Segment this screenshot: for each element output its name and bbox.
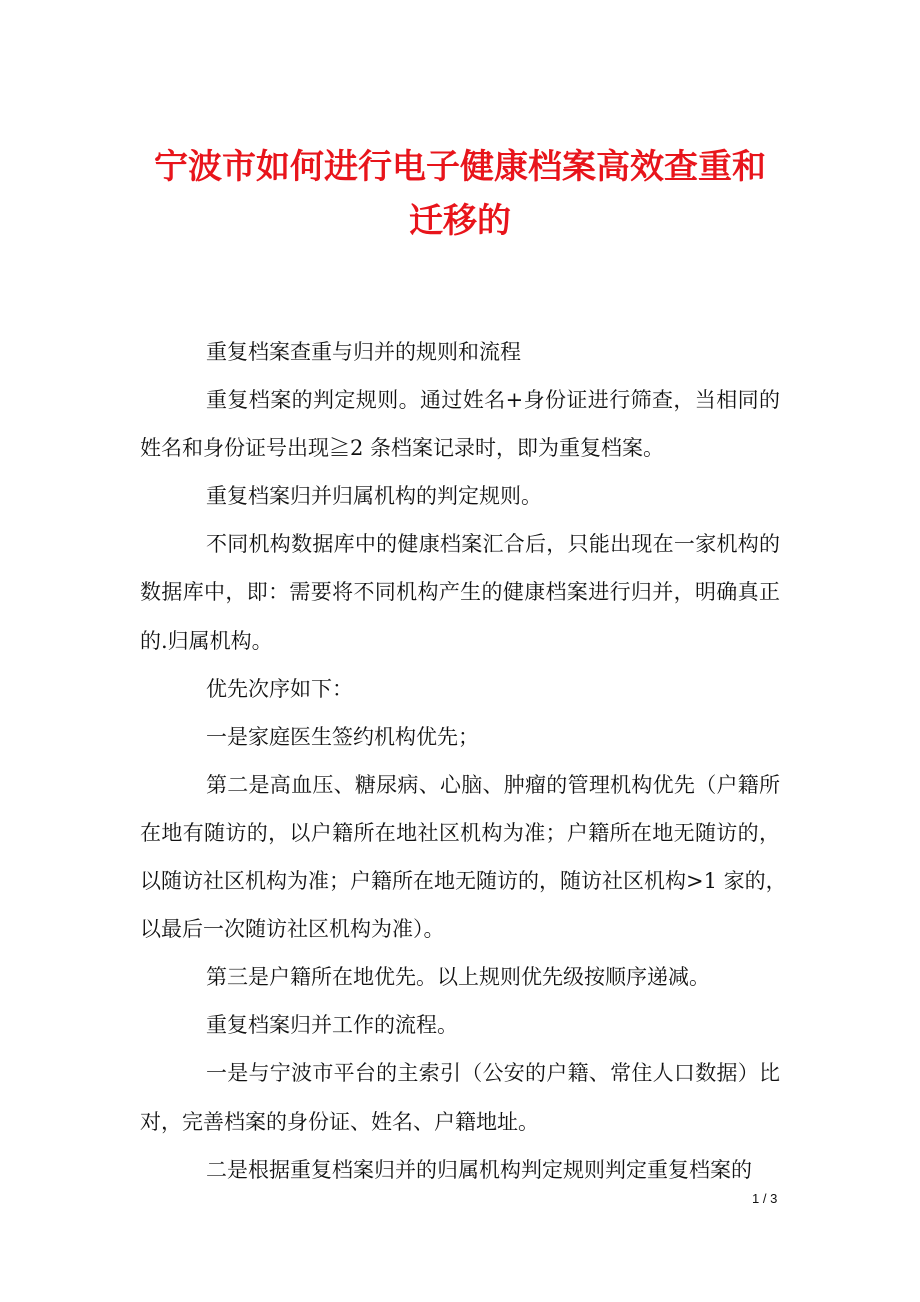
document-title — [0, 140, 920, 248]
paragraph-line: 重复档案查重与归并的规则和流程 — [206, 340, 521, 364]
paragraph-line: 以最后一次随访社区机构为准）。 — [140, 917, 445, 942]
paragraph-line: 二是根据重复档案归并的归属机构判定规则判定重复档案的 — [206, 1157, 752, 1182]
paragraph — [140, 1157, 780, 1183]
paragraph — [140, 387, 780, 461]
paragraph — [140, 772, 787, 942]
paragraph-line: 不同机构数据库中的健康档案汇合后，只能出现在一家机构的 — [206, 532, 780, 557]
paragraph — [140, 724, 780, 750]
paragraph — [140, 339, 780, 365]
document-body — [140, 339, 787, 1205]
paragraph-line: 第三是户籍所在地优先。以上规则优先级按顺序递减。 — [206, 965, 710, 990]
paragraph — [140, 483, 780, 509]
paragraph-line: 一是与宁波市平台的主索引（公安的户籍、常住人口数据）比 — [206, 1061, 780, 1086]
paragraph-line: 一是家庭医生签约机构优先； — [206, 724, 479, 749]
paragraph-line: 以随访社区机构为准；户籍所在地无随访的，随访社区机构>1 家的， — [140, 869, 787, 894]
title-line-2: 迁移的 — [409, 201, 511, 241]
paragraph — [140, 1012, 780, 1038]
paragraph-line: 重复档案归并工作的流程。 — [206, 1013, 458, 1038]
paragraph-line: 第二是高血压、糖尿病、心脑、肿瘤的管理机构优先（户籍所 — [206, 772, 780, 797]
paragraph-line: 重复档案归并归属机构的判定规则。 — [206, 484, 542, 509]
paragraph — [140, 1060, 780, 1134]
paragraph-line: 优先次序如下： — [206, 676, 353, 701]
paragraph-line: 数据库中，即：需要将不同机构产生的健康档案进行归并，明确真正 — [140, 580, 780, 605]
paragraph — [140, 964, 780, 990]
paragraph-line: 在地有随访的，以户籍所在地社区机构为准；户籍所在地无随访的， — [140, 820, 780, 845]
title-line-1: 宁波市如何进行电子健康档案高效查重和 — [154, 147, 766, 187]
paragraph-line: 姓名和身份证号出现≧2 条档案记录时，即为重复档案。 — [140, 436, 665, 461]
paragraph-line: 对，完善档案的身份证、姓名、户籍地址。 — [140, 1109, 539, 1134]
page-number: 1 / 3 — [752, 1191, 778, 1206]
paragraph — [140, 676, 780, 702]
paragraph-line: 重复档案的判定规则。通过姓名+身份证进行筛查，当相同的 — [206, 388, 780, 413]
paragraph — [140, 531, 780, 653]
paragraph-line: 的.归属机构。 — [140, 628, 273, 653]
